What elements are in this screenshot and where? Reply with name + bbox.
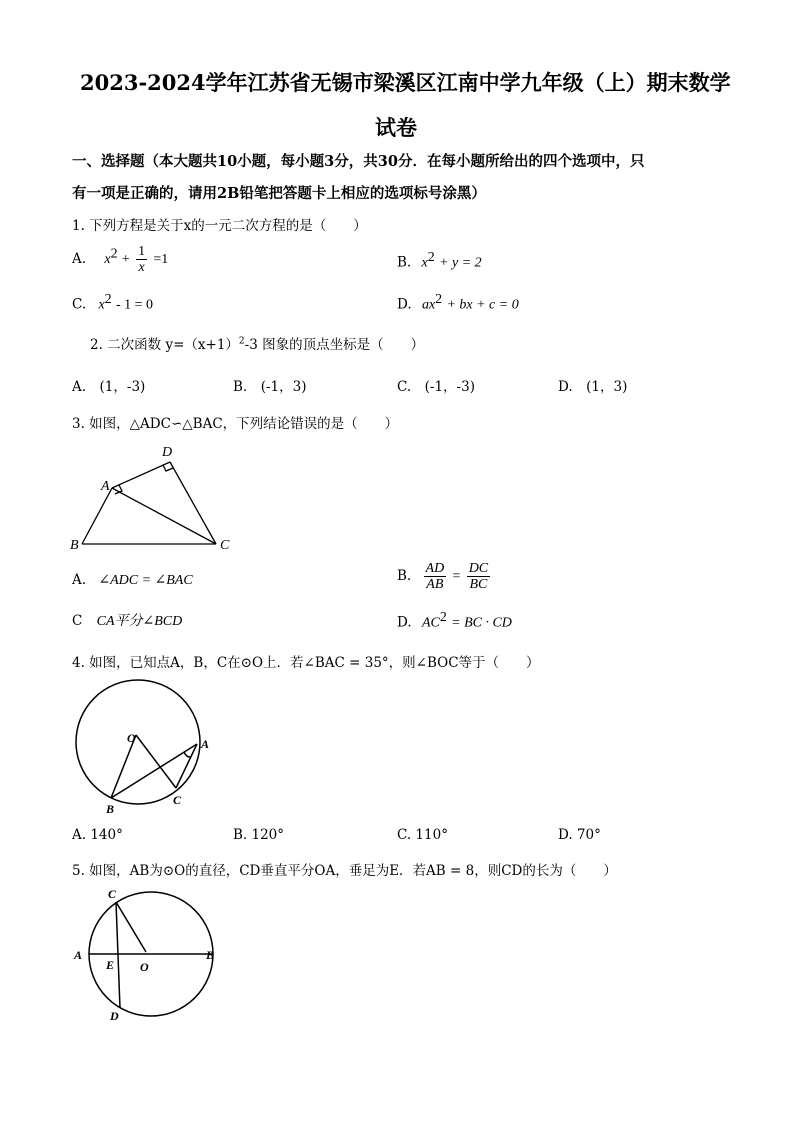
exam-title-line2: 试卷 — [375, 115, 417, 140]
q3-option-d — [397, 610, 512, 632]
q2-stem-exponent: 2 — [238, 336, 245, 347]
q4-option-b: B. 120° — [233, 827, 285, 843]
section-header-line1: 一、选择题（本大题共10小题，每小题3分，共30分．在每小题所给出的四个选项中，只 — [72, 153, 645, 170]
q2-stem-part-a: 2. 二次函数 y=（x+1） — [90, 337, 239, 353]
q5-segment-co — [116, 902, 146, 952]
q3-option-b-den-right: BC — [469, 577, 488, 592]
q4-option-d: D. 70° — [558, 827, 601, 843]
q2-stem — [90, 333, 424, 353]
q3-option-b-num-left: AD — [425, 561, 445, 576]
q3-option-a-text: ∠ADC = ∠BAC — [98, 573, 193, 588]
q3-option-a — [72, 572, 193, 589]
q1-option-a-denominator: x — [138, 260, 145, 275]
q2-stem-part-b: -3 图象的顶点坐标是（ ） — [244, 337, 425, 353]
q1-option-b-rest: + y = 2 — [439, 255, 482, 271]
q4-label-c: C — [173, 793, 182, 807]
q3-label-b: B — [70, 538, 79, 553]
q5-figure-circle — [66, 883, 226, 1028]
q2-option-a: A. (1，-3) — [72, 379, 146, 395]
exam-title-line1: 2023-2024学年江苏省无锡市梁溪区江南中学九年级（上）期末数学 — [80, 70, 731, 95]
q3-option-d-rest: = BC · CD — [451, 615, 512, 631]
q4-angle-mark-a — [184, 752, 191, 757]
q1-option-a-rhs: =1 — [153, 252, 169, 267]
q3-option-d-label: D. — [397, 614, 412, 631]
q1-option-c-x: x — [98, 297, 105, 313]
q1-option-a-numerator: 1 — [138, 244, 146, 259]
q4-option-c: C. 110° — [397, 827, 448, 843]
q3-segment-ba — [82, 488, 112, 544]
q1-option-c — [72, 292, 153, 314]
q5-label-c: C — [108, 887, 117, 901]
section-header-line2: 有一项是正确的，请用2B铅笔把答题卡上相应的选项标号涂黑） — [72, 185, 486, 202]
q5-label-a: A — [74, 948, 83, 962]
q1-option-a — [72, 244, 168, 275]
q1-option-a-exp: 2 — [110, 246, 118, 262]
q5-label-b: B — [206, 948, 215, 962]
q3-segment-ad — [112, 462, 170, 488]
q3-option-b-fraction-left — [424, 561, 447, 592]
q4-figure-circle — [66, 678, 226, 818]
q1-stem: 1. 下列方程是关于x的一元二次方程的是（ ） — [72, 218, 367, 234]
q1-option-d-label: D. — [397, 296, 412, 313]
q3-figure-triangles — [66, 440, 246, 555]
q4-circle-o — [76, 680, 200, 804]
q1-option-a-plus: + — [121, 252, 130, 267]
q5-chord-cd — [116, 902, 120, 1008]
q1-option-d-exp: 2 — [435, 292, 443, 307]
q1-option-d-ax: ax — [421, 297, 436, 313]
q1-option-c-exp: 2 — [104, 292, 112, 307]
q3-option-b-fraction-right — [467, 561, 490, 592]
q1-option-c-rest: - 1 = 0 — [115, 297, 154, 313]
q4-label-b: B — [106, 802, 115, 816]
q5-stem: 5. 如图，AB为⊙O的直径，CD垂直平分OA，垂足为E．若AB = 8，则CD的长为（ ） — [72, 863, 617, 879]
q4-option-a: A. 140° — [72, 827, 123, 843]
q4-label-o: O — [127, 731, 136, 745]
q1-option-a-label: A. — [72, 251, 87, 267]
q3-option-c — [72, 610, 182, 630]
q3-label-c: C — [220, 538, 230, 553]
q2-option-d: D. (1，3) — [558, 379, 628, 395]
q3-label-a: A — [101, 479, 110, 494]
q1-option-b-exp: 2 — [427, 250, 435, 265]
q3-label-d: D — [162, 445, 173, 460]
q3-option-b-num-right: DC — [468, 561, 489, 576]
q2-option-c: C. (-1，-3) — [397, 379, 475, 395]
q3-option-b-den-left: AB — [426, 577, 444, 592]
q3-option-c-label: C — [72, 613, 83, 629]
q3-option-d-ac: AC — [421, 615, 440, 631]
q1-option-d — [397, 292, 519, 314]
q1-option-d-rest: + bx + c = 0 — [446, 297, 519, 313]
q1-option-a-fraction — [136, 244, 147, 275]
q1-option-b-x: x — [421, 255, 428, 271]
q3-option-a-label: A. — [72, 572, 87, 588]
q1-option-c-label: C. — [72, 296, 87, 313]
q5-label-e: E — [106, 958, 115, 972]
q1-option-a-x: x — [104, 252, 111, 267]
q5-label-d: D — [110, 1009, 119, 1023]
q3-stem: 3. 如图，△ADC∽△BAC，下列结论错误的是（ ） — [72, 416, 399, 432]
q1-option-b-label: B. — [397, 254, 412, 271]
q3-option-d-exp: 2 — [439, 610, 447, 625]
q1-option-b — [397, 250, 482, 272]
q3-option-b-label: B. — [397, 568, 412, 584]
q5-label-o: O — [140, 960, 149, 974]
q3-option-b-equals: = — [452, 569, 461, 584]
q2-option-b: B. (-1，3) — [233, 379, 307, 395]
q3-option-c-text: CA平分∠BCD — [96, 614, 183, 629]
q4-stem: 4. 如图，已知点A，B，C在⊙O上．若∠BAC = 35°，则∠BOC等于（ ） — [72, 655, 540, 671]
q4-label-a: A — [201, 737, 210, 751]
q3-option-b — [397, 561, 492, 592]
